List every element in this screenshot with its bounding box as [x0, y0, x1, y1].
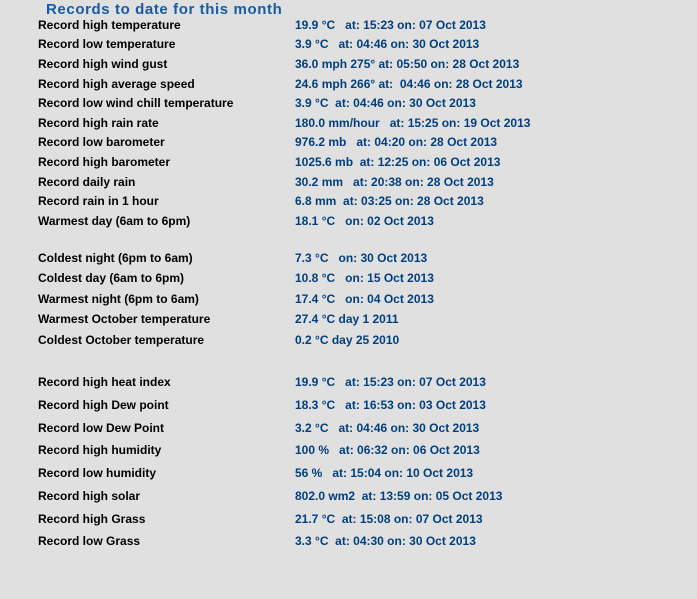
- page-title: Records to date for this month: [46, 1, 283, 18]
- record-label: Record low barometer: [38, 135, 165, 150]
- record-label: Record low Dew Point: [38, 420, 165, 435]
- record-value: 6.8 mm at: 03:25 on: 28 Oct 2013: [295, 194, 484, 209]
- record-value: 180.0 mm/hour at: 15:25 on: 19 Oct 2013: [295, 115, 531, 130]
- record-label: Record high average speed: [38, 76, 195, 91]
- record-label: Record low Grass: [38, 534, 141, 549]
- record-value: 976.2 mb at: 04:20 on: 28 Oct 2013: [295, 135, 498, 150]
- record-value: 18.1 °C on: 02 Oct 2013: [295, 213, 434, 228]
- record-row: [0, 507, 697, 530]
- records-page: [0, 3, 697, 599]
- record-label: Record low wind chill temperature: [38, 96, 234, 111]
- record-label: Record low temperature: [38, 37, 176, 52]
- record-value: 100 % at: 06:32 on: 06 Oct 2013: [295, 443, 480, 458]
- record-value: 3.3 °C at: 04:30 on: 30 Oct 2013: [295, 534, 476, 549]
- record-label: Warmest night (6pm to 6am): [38, 291, 199, 306]
- record-row: [0, 113, 697, 133]
- section-gap: [0, 350, 697, 371]
- record-value: 3.9 °C at: 04:46 on: 30 Oct 2013: [295, 96, 476, 111]
- record-row: [0, 15, 697, 35]
- record-label: Record high temperature: [38, 17, 181, 32]
- records-section-other: [0, 371, 697, 553]
- record-label: Record high heat index: [38, 375, 171, 390]
- record-value: 21.7 °C at: 15:08 on: 07 Oct 2013: [295, 511, 483, 526]
- record-row: [0, 172, 697, 192]
- record-row: [0, 54, 697, 74]
- record-label: Coldest October temperature: [38, 332, 205, 347]
- record-row: [0, 439, 697, 462]
- record-value: 19.9 °C at: 15:23 on: 07 Oct 2013: [295, 375, 486, 390]
- record-row: [0, 394, 697, 417]
- record-label: Record high humidity: [38, 443, 162, 458]
- record-label: Coldest day (6am to 6pm): [38, 271, 185, 286]
- record-row: [0, 530, 697, 553]
- record-label: Record high wind gust: [38, 56, 168, 71]
- record-label: Warmest day (6am to 6pm): [38, 213, 191, 228]
- record-row: [0, 309, 697, 330]
- record-value: 56 % at: 15:04 on: 10 Oct 2013: [295, 466, 474, 481]
- record-label: Record high rain rate: [38, 115, 159, 130]
- records-section-extremes: [0, 248, 697, 351]
- record-value: 802.0 wm2 at: 13:59 on: 05 Oct 2013: [295, 488, 503, 503]
- record-label: Coldest night (6pm to 6am): [38, 250, 193, 265]
- record-label: Record low humidity: [38, 466, 157, 481]
- record-value: 1025.6 mb at: 12:25 on: 06 Oct 2013: [295, 154, 501, 169]
- record-label: Record high solar: [38, 488, 141, 503]
- record-row: [0, 211, 697, 231]
- records-section-main: [0, 15, 697, 231]
- record-label: Warmest October temperature: [38, 312, 211, 327]
- record-value: 3.9 °C at: 04:46 on: 30 Oct 2013: [295, 37, 480, 52]
- record-label: Record rain in 1 hour: [38, 194, 159, 209]
- record-row: [0, 330, 697, 351]
- record-value: 0.2 °C day 25 2010: [295, 332, 400, 347]
- record-value: 18.3 °C at: 16:53 on: 03 Oct 2013: [295, 398, 486, 413]
- record-value: 19.9 °C at: 15:23 on: 07 Oct 2013: [295, 17, 486, 32]
- record-value: 10.8 °C on: 15 Oct 2013: [295, 271, 434, 286]
- record-value: 3.2 °C at: 04:46 on: 30 Oct 2013: [295, 420, 480, 435]
- record-value: 36.0 mph 275° at: 05:50 on: 28 Oct 2013: [295, 56, 520, 71]
- record-value: 24.6 mph 266° at: 04:46 on: 28 Oct 2013: [295, 76, 523, 91]
- record-row: [0, 133, 697, 153]
- record-row: [0, 93, 697, 113]
- section-gap: [0, 231, 697, 248]
- record-row: [0, 35, 697, 55]
- record-value: 27.4 °C day 1 2011: [295, 312, 399, 327]
- record-row: [0, 268, 697, 289]
- record-label: Record high Grass: [38, 511, 146, 526]
- record-row: [0, 289, 697, 310]
- record-value: 17.4 °C on: 04 Oct 2013: [295, 291, 434, 306]
- record-row: [0, 248, 697, 269]
- record-row: [0, 74, 697, 94]
- record-label: Record high Dew point: [38, 398, 169, 413]
- record-row: [0, 416, 697, 439]
- record-row: [0, 152, 697, 172]
- record-row: [0, 191, 697, 211]
- record-row: [0, 462, 697, 485]
- record-label: Record high barometer: [38, 154, 171, 169]
- record-value: 7.3 °C on: 30 Oct 2013: [295, 250, 428, 265]
- record-value: 30.2 mm at: 20:38 on: 28 Oct 2013: [295, 174, 494, 189]
- record-label: Record daily rain: [38, 174, 136, 189]
- record-row: [0, 371, 697, 394]
- record-row: [0, 484, 697, 507]
